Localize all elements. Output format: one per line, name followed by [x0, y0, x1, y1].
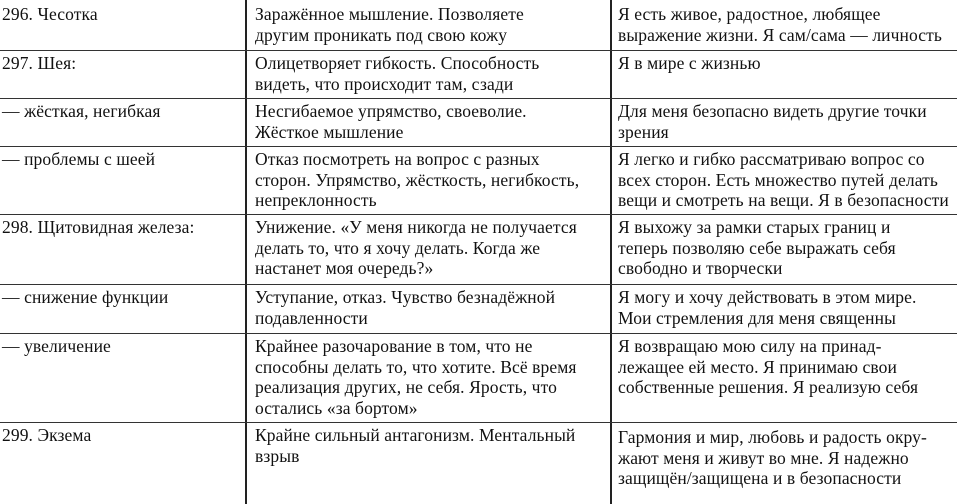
affirmation-cell: Я выхожу за рамки старых границ и теперь позволяю себе выражать себя свободно и творчески — [618, 217, 896, 278]
term-cell: 298. Щитовидная железа: — [2, 217, 195, 237]
row-divider — [0, 214, 957, 215]
row-divider — [0, 98, 957, 99]
affirmation-cell: Я в мире с жизнью — [618, 53, 761, 73]
cause-cell: Олицетворяет гибкость. Способность видеть, что происходит там, сзади — [255, 53, 540, 94]
table-row — [0, 146, 957, 214]
term-cell: — увеличение — [2, 336, 111, 356]
table-row — [0, 333, 957, 422]
cause-cell: Крайне сильный антагонизм. Ментальный взрыв — [255, 425, 576, 466]
term-cell: 297. Шея: — [2, 53, 77, 73]
cause-cell: Отказ посмотреть на вопрос с разных сторон. Упрямство, жёсткость, негибкость, непреклонность — [255, 149, 580, 210]
table-row — [0, 214, 957, 284]
row-divider — [0, 333, 957, 334]
affirmation-cell: Я легко и гибко рассматриваю вопрос со всех сторон. Есть множество путей делать вещи и смотреть на вещи. Я в безопасности — [618, 149, 949, 210]
term-cell: 296. Чесотка — [2, 4, 98, 24]
affirmation-cell: Гармония и мир, любовь и радость окру- жают меня и живут во мне. Я надежно защищён/защищена и в безопасности — [618, 427, 927, 488]
term-cell: — жёсткая, негибкая — [2, 101, 161, 121]
table-row — [0, 422, 957, 504]
affirmation-cell: Я могу и хочу действовать в этом мире. Мои стремления для меня священны — [618, 287, 917, 328]
term-cell: — проблемы с шеей — [2, 149, 156, 169]
cause-cell: Крайнее разочарование в том, что не способны делать то, что хотите. Всё время реализация других, не себя. Ярость, что остались «за бортом» — [255, 336, 577, 418]
table-row — [0, 98, 957, 146]
row-divider — [0, 146, 957, 147]
table-row — [0, 284, 957, 333]
affirmation-cell: Я есть живое, радостное, любящее выражение жизни. Я сам/сама — личность — [618, 4, 942, 45]
affirmation-cell: Для меня безопасно видеть другие точки зрения — [618, 101, 927, 142]
cause-cell: Уступание, отказ. Чувство безнадёжной подавленности — [255, 287, 556, 328]
term-cell: — снижение функции — [2, 287, 169, 307]
row-divider — [0, 50, 957, 51]
cause-cell: Несгибаемое упрямство, своеволие. Жёсткое мышление — [255, 101, 527, 142]
table-row — [0, 0, 957, 50]
cause-cell: Унижение. «У меня никогда не получается делать то, что я хочу делать. Когда же настанет моя очередь?» — [255, 217, 577, 278]
term-cell: 299. Экзема — [2, 425, 92, 445]
table-row — [0, 50, 957, 98]
row-divider — [0, 284, 957, 285]
cause-cell: Заражённое мышление. Позволяете другим проникать под свою кожу — [255, 4, 524, 45]
row-divider — [0, 422, 957, 423]
affirmation-cell: Я возвращаю мою силу на принад- лежащее ей место. Я принимаю свои собственные решения. Я реализую себя — [618, 336, 919, 397]
